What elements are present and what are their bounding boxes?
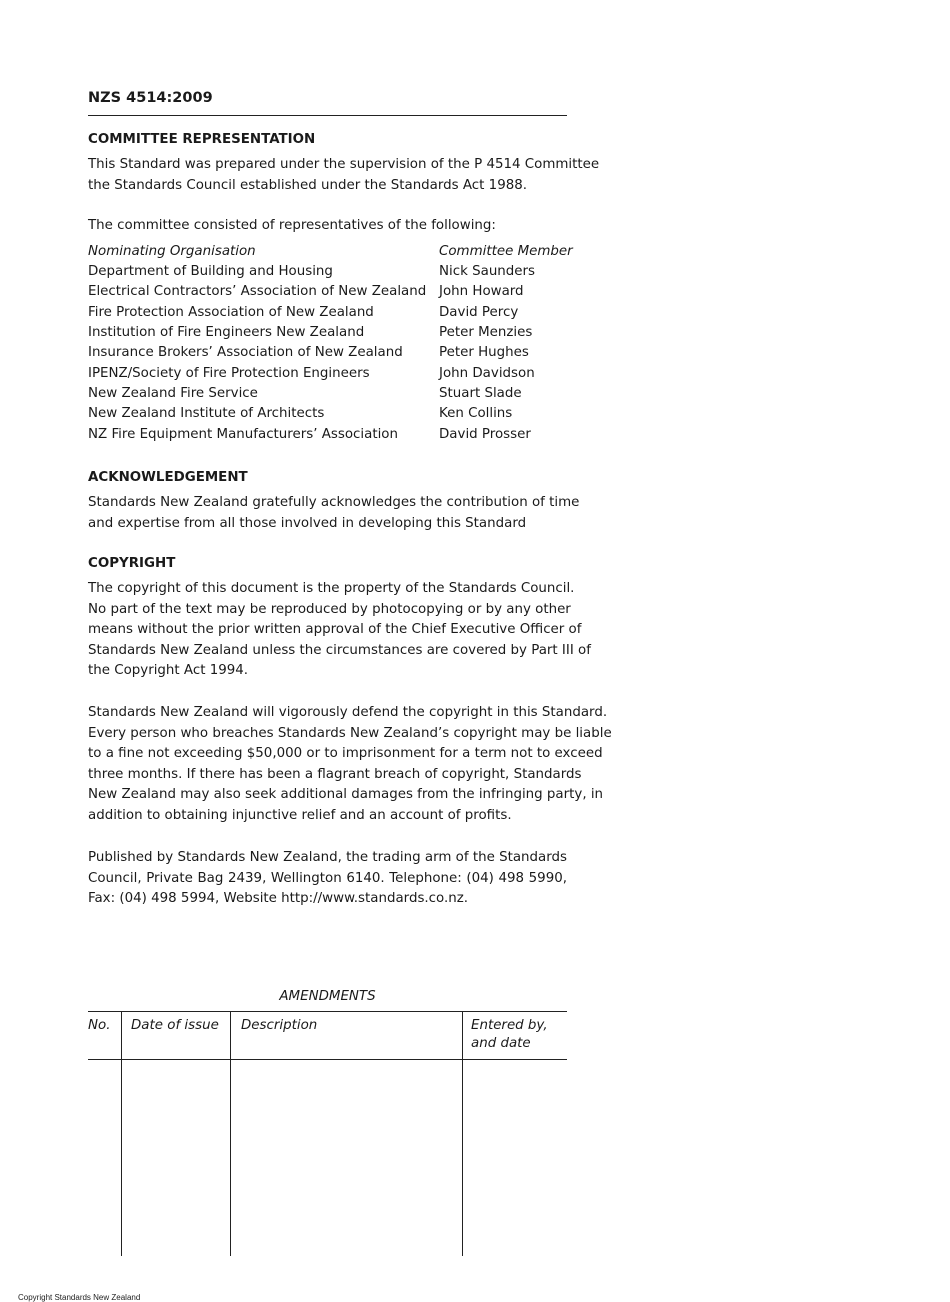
acknowledgement-line: and expertise from all those involved in developing this Standard	[88, 515, 527, 531]
amendments-column-divider	[121, 1011, 122, 1256]
amendments-column-divider	[462, 1011, 463, 1256]
committee-member: Stuart Slade	[439, 386, 522, 401]
column-header-member: Committee Member	[439, 244, 573, 259]
committee-heading: COMMITTEE REPRESENTATION	[88, 132, 316, 147]
amendments-table-header-rule	[88, 1059, 567, 1060]
copyright-line: Standards New Zealand will vigorously defend the copyright in this Standard.	[88, 705, 608, 720]
copyright-paragraph-2	[88, 703, 612, 826]
copyright-line: No part of the text may be reproduced by photocopying or by any other	[88, 601, 571, 617]
publisher-line: Council, Private Bag 2439, Wellington 6140. Telephone: (04) 498 5990,	[88, 870, 567, 886]
committee-member: Ken Collins	[439, 406, 513, 421]
amendments-col-description: Description	[241, 1018, 318, 1033]
committee-intro	[88, 155, 600, 196]
amendments-title: AMENDMENTS	[279, 989, 376, 1004]
amendments-table-top-rule	[88, 1011, 567, 1012]
copyright-line: means without the prior written approval of the Chief Executive Officer of	[88, 622, 582, 637]
copyright-line: to a fine not exceeding $50,000 or to imprisonment for a term not to exceed	[88, 746, 603, 761]
publisher-paragraph	[88, 848, 567, 910]
footer-copyright: Copyright Standards New Zealand	[18, 1293, 141, 1302]
committee-org: Electrical Contractors’ Association of New Zealand	[88, 284, 427, 299]
committee-org: Insurance Brokers’ Association of New Zealand	[88, 345, 403, 360]
committee-member: John Howard	[439, 284, 524, 299]
publisher-line: Fax: (04) 498 5994, Website http://www.standards.co.nz.	[88, 891, 469, 906]
committee-member: David Percy	[439, 305, 519, 320]
copyright-heading: COPYRIGHT	[88, 556, 176, 571]
acknowledgement-text	[88, 493, 580, 534]
publisher-line: Published by Standards New Zealand, the trading arm of the Standards	[88, 850, 567, 865]
committee-member: Peter Menzies	[439, 325, 533, 340]
column-header-organisation: Nominating Organisation	[88, 244, 256, 259]
copyright-line: New Zealand may also seek additional damages from the infringing party, in	[88, 787, 604, 802]
committee-consisted-line: The committee consisted of representatives of the following:	[88, 218, 496, 233]
amendments-col-entered-line2: and date	[471, 1036, 531, 1051]
amendments-col-entered	[471, 1017, 548, 1053]
amendments-col-entered-line1: Entered by,	[471, 1018, 548, 1033]
copyright-line: the Copyright Act 1994.	[88, 663, 249, 678]
committee-member: Peter Hughes	[439, 345, 529, 360]
header-rule	[88, 115, 567, 116]
committee-org: Department of Building and Housing	[88, 264, 333, 279]
committee-org: Fire Protection Association of New Zealand	[88, 305, 374, 320]
acknowledgement-heading: ACKNOWLEDGEMENT	[88, 470, 248, 485]
committee-member: Nick Saunders	[439, 264, 536, 279]
committee-org: IPENZ/Society of Fire Protection Engineers	[88, 366, 370, 381]
copyright-line: three months. If there has been a flagrant breach of copyright, Standards	[88, 766, 582, 782]
committee-org: New Zealand Institute of Architects	[88, 406, 325, 421]
copyright-line: Every person who breaches Standards New Zealand’s copyright may be liable	[88, 725, 612, 741]
amendments-col-date: Date of issue	[131, 1018, 219, 1033]
committee-member: David Prosser	[439, 427, 531, 442]
copyright-paragraph-1	[88, 579, 591, 682]
committee-member: John Davidson	[439, 366, 535, 381]
committee-org: Institution of Fire Engineers New Zealand	[88, 325, 365, 340]
copyright-line: Standards New Zealand unless the circumstances are covered by Part III of	[88, 642, 591, 658]
committee-intro-line: the Standards Council established under the Standards Act 1988.	[88, 177, 528, 193]
committee-intro-line: This Standard was prepared under the supervision of the P 4514 Committee	[88, 157, 600, 172]
amendments-col-no: No.	[88, 1018, 111, 1033]
copyright-line: The copyright of this document is the property of the Standards Council.	[88, 581, 575, 596]
document-id: NZS 4514:2009	[88, 90, 213, 106]
amendments-column-divider	[230, 1011, 231, 1256]
committee-org: New Zealand Fire Service	[88, 386, 258, 401]
committee-org: NZ Fire Equipment Manufacturers’ Association	[88, 427, 398, 442]
copyright-line: addition to obtaining injunctive relief and an account of profits.	[88, 807, 512, 823]
acknowledgement-line: Standards New Zealand gratefully acknowledges the contribution of time	[88, 495, 580, 510]
